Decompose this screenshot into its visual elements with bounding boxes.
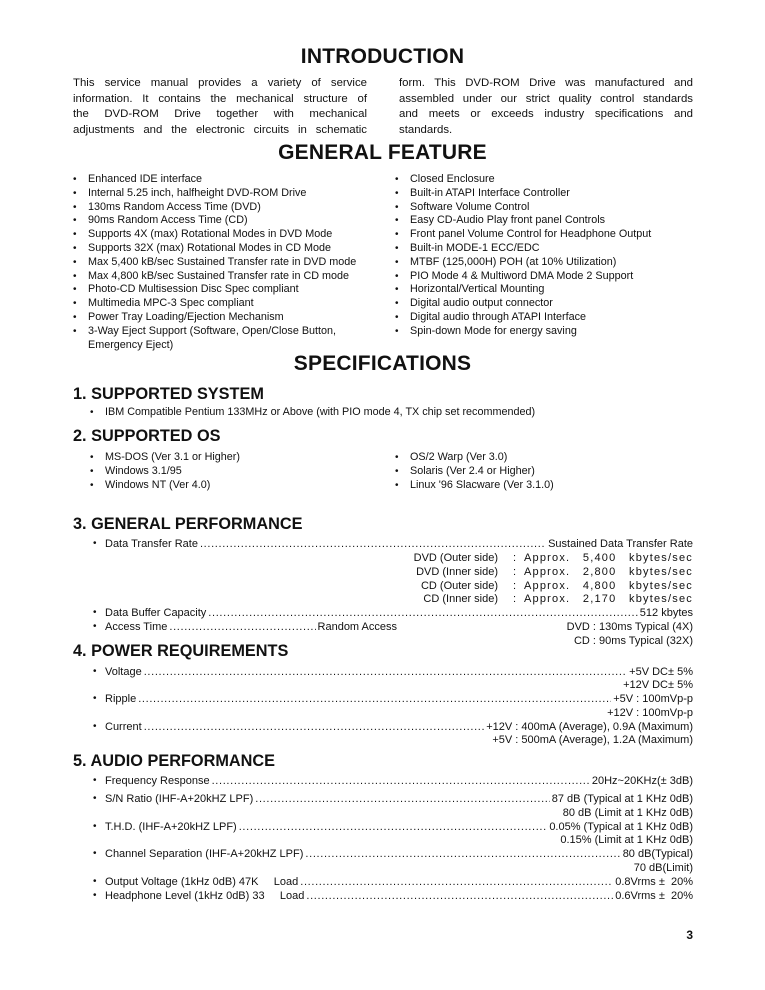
bullet: • — [93, 538, 97, 549]
headphone-level-row — [73, 889, 693, 903]
feature-list-right — [393, 173, 651, 339]
sn-ratio-limit: 80 dB (Limit at 1 KHz 0dB) — [562, 807, 693, 819]
audio-performance-heading: 5. AUDIO PERFORMANCE — [73, 752, 276, 770]
headphone-level-value: 0.6Vrms ± 20% — [615, 890, 693, 902]
access-time-label: Access Time — [105, 621, 168, 633]
access-time-cd: CD : 90ms Typical (32X) — [573, 635, 693, 647]
ripple-value-5v: +5V : 100mVp-p — [613, 693, 693, 705]
data-buffer-row — [73, 606, 693, 620]
voltage-label: Voltage — [105, 666, 142, 678]
voltage-row-2 — [73, 678, 693, 692]
output-voltage-row — [73, 875, 693, 889]
frequency-response-label: Frequency Response — [105, 775, 210, 787]
page-number: 3 — [686, 928, 693, 942]
intro-left-column — [73, 76, 367, 138]
leader-dots — [200, 537, 546, 551]
channel-separation-typical: 80 dB(Typical) — [622, 848, 693, 860]
feature-item — [71, 325, 356, 353]
intro-line: information. It contains the mechanical structure of — [73, 92, 367, 105]
feature-item: • Multimedia MPC-3 Spec compliant — [71, 297, 356, 311]
dtr-row-value: Approx. 2,800 kbytes/sec — [524, 566, 693, 578]
dtr-row-colon: : — [513, 593, 517, 605]
leader-dots — [138, 692, 611, 706]
leader-dots — [169, 620, 315, 634]
feature-item: • Software Volume Control — [393, 201, 651, 215]
bullet: • — [93, 890, 97, 901]
bullet: • — [93, 793, 97, 804]
feature-item: • Max 5,400 kB/sec Sustained Transfer rate in DVD mode — [71, 256, 356, 270]
dtr-row-label: CD (Inner side) — [423, 593, 498, 605]
supported-system-list — [88, 406, 535, 420]
current-value-12v: +12V : 400mA (Average), 0.9A (Maximum) — [486, 721, 693, 733]
supported-os-heading: 2. SUPPORTED OS — [73, 427, 221, 445]
output-voltage-value: 0.8Vrms ± 20% — [615, 876, 693, 888]
ripple-label: Ripple — [105, 693, 137, 705]
channel-separation-limit: 70 dB(Limit) — [633, 862, 693, 874]
os-list-right — [393, 451, 554, 492]
feature-item: • 130ms Random Access Time (DVD) — [71, 201, 356, 215]
sn-ratio-row — [73, 792, 693, 806]
leader-dots — [212, 774, 590, 788]
current-label: Current — [105, 721, 142, 733]
dtr-row — [73, 551, 693, 565]
feature-item-continuation: Emergency Eject) — [88, 338, 174, 351]
leader-dots — [305, 847, 620, 861]
feature-item: • Digital audio through ATAPI Interface — [393, 311, 651, 325]
sn-ratio-label: S/N Ratio (IHF-A+20kHZ LPF) — [105, 793, 254, 805]
feature-item: • Enhanced IDE interface — [71, 173, 356, 187]
feature-item: • Supports 32X (max) Rotational Modes in CD Mode — [71, 242, 356, 256]
thd-label: T.H.D. (IHF-A+20kHZ LPF) — [105, 821, 237, 833]
ripple-row — [73, 692, 693, 706]
supported-system-item: • IBM Compatible Pentium 133MHz or Above (with PIO mode 4, TX chip set recommended) — [88, 406, 535, 420]
os-item: • Windows NT (Ver 4.0) — [88, 479, 240, 493]
feature-item: • Front panel Volume Control for Headphone Output — [393, 228, 651, 242]
specifications-heading: SPECIFICATIONS — [293, 352, 472, 375]
data-transfer-rate-row — [73, 537, 693, 551]
bullet: • — [93, 607, 97, 618]
feature-item: • Built-in ATAPI Interface Controller — [393, 187, 651, 201]
general-feature-heading: GENERAL FEATURE — [278, 141, 487, 164]
intro-right-column — [399, 76, 693, 138]
os-item: • MS-DOS (Ver 3.1 or Higher) — [88, 451, 240, 465]
sn-ratio-typical: 87 dB (Typical at 1 KHz 0dB) — [551, 793, 693, 805]
bullet: • — [93, 666, 97, 677]
bullet: • — [93, 621, 97, 632]
intro-line: standards. — [399, 123, 453, 136]
introduction-heading: INTRODUCTION — [300, 45, 465, 68]
data-transfer-rate-label: Data Transfer Rate — [105, 538, 198, 550]
feature-item: • Closed Enclosure — [393, 173, 651, 187]
feature-list-left — [71, 173, 356, 352]
supported-system-heading: 1. SUPPORTED SYSTEM — [73, 385, 264, 403]
dtr-row-colon: : — [513, 580, 517, 592]
current-row-2 — [73, 733, 693, 747]
intro-line: the DVD-ROM Drive together with mechanical — [73, 108, 367, 120]
os-item: • Solaris (Ver 2.4 or Higher) — [393, 465, 554, 479]
bullet: • — [93, 848, 97, 859]
intro-line: and meets or exceeds industry specifications and — [399, 108, 693, 120]
feature-item: • PIO Mode 4 & Multiword DMA Mode 2 Support — [393, 270, 651, 284]
voltage-value-12v: +12V DC± 5% — [623, 679, 693, 691]
feature-item: • Digital audio output connector — [393, 297, 651, 311]
ripple-row-2 — [73, 706, 693, 720]
feature-item: • Spin-down Mode for energy saving — [393, 325, 651, 339]
thd-row — [73, 820, 693, 834]
thd-limit: 0.15% (Limit at 1 KHz 0dB) — [560, 834, 693, 846]
thd-row-2 — [73, 833, 693, 847]
feature-item: • Photo-CD Multisession Disc Spec compliant — [71, 283, 356, 297]
feature-item: • Internal 5.25 inch, halfheight DVD-ROM Drive — [71, 187, 356, 201]
dtr-row-colon: : — [513, 566, 517, 578]
leader-dots — [306, 889, 613, 903]
intro-line: assembled under our strict quality control standards — [399, 92, 693, 105]
data-transfer-rate-value: Sustained Data Transfer Rate — [548, 538, 693, 550]
os-item: • OS/2 Warp (Ver 3.0) — [393, 451, 554, 465]
frequency-response-row — [73, 774, 693, 788]
output-voltage-label: Output Voltage (1kHz 0dB) 47K Load — [105, 876, 299, 888]
dtr-row-label: CD (Outer side) — [420, 580, 498, 592]
channel-separation-label: Channel Separation (IHF-A+20kHZ LPF) — [105, 848, 304, 860]
access-time-row — [73, 620, 693, 634]
dtr-row-colon: : — [513, 552, 517, 564]
intro-line: This service manual provides a variety of service — [73, 77, 367, 89]
os-item: • Linux '96 Slacware (Ver 3.1.0) — [393, 479, 554, 493]
thd-typical: 0.05% (Typical at 1 KHz 0dB) — [549, 821, 693, 833]
frequency-response-value: 20Hz~20KHz(± 3dB) — [591, 775, 693, 787]
feature-item-text: 3-Way Eject Support (Software, Open/Close Button, — [88, 324, 337, 337]
os-item: • Windows 3.1/95 — [88, 465, 240, 479]
bullet: • — [93, 721, 97, 732]
feature-item: • MTBF (125,000H) POH (at 10% Utilization) — [393, 256, 651, 270]
voltage-row — [73, 665, 693, 679]
leader-dots — [255, 792, 550, 806]
general-performance-heading: 3. GENERAL PERFORMANCE — [73, 515, 303, 533]
feature-item: • Power Tray Loading/Ejection Mechanism — [71, 311, 356, 325]
dtr-row — [73, 579, 693, 593]
dtr-row — [73, 592, 693, 606]
os-list-left — [88, 451, 240, 492]
feature-item: • Horizontal/Vertical Mounting — [393, 283, 651, 297]
leader-dots — [144, 665, 627, 679]
bullet: • — [93, 693, 97, 704]
voltage-value-5v: +5V DC± 5% — [629, 666, 693, 678]
dtr-row-label: DVD (Outer side) — [413, 552, 498, 564]
data-buffer-value: 512 kbytes — [639, 607, 693, 619]
bullet: • — [93, 821, 97, 832]
dtr-row-value: Approx. 2,170 kbytes/sec — [524, 593, 693, 605]
current-row — [73, 720, 693, 734]
dtr-row-label: DVD (Inner side) — [416, 566, 498, 578]
dtr-row — [73, 565, 693, 579]
headphone-level-label: Headphone Level (1kHz 0dB) 33 Load — [105, 890, 305, 902]
leader-dots — [208, 606, 638, 620]
power-requirements-heading: 4. POWER REQUIREMENTS — [73, 642, 289, 660]
access-time-mode: Random Access — [317, 621, 397, 633]
feature-item: • Easy CD-Audio Play front panel Controls — [393, 214, 651, 228]
dtr-row-value: Approx. 5,400 kbytes/sec — [524, 552, 693, 564]
leader-dots — [239, 820, 548, 834]
intro-line: adjustments and the electronic circuits in schematic — [73, 123, 367, 136]
leader-dots — [300, 875, 613, 889]
feature-item: • Max 4,800 kB/sec Sustained Transfer rate in CD mode — [71, 270, 356, 284]
sn-ratio-row-2 — [73, 806, 693, 820]
bullet: • — [93, 775, 97, 786]
leader-dots — [144, 720, 485, 734]
feature-item: • 90ms Random Access Time (CD) — [71, 214, 356, 228]
intro-line: form. This DVD-ROM Drive was manufactured and — [399, 77, 693, 89]
current-value-5v: +5V : 500mA (Average), 1.2A (Maximum) — [492, 734, 693, 746]
access-time-dvd: DVD : 130ms Typical (4X) — [566, 621, 693, 633]
data-buffer-label: Data Buffer Capacity — [105, 607, 207, 619]
dtr-row-value: Approx. 4,800 kbytes/sec — [524, 580, 693, 592]
ripple-value-12v: +12V : 100mVp-p — [607, 707, 693, 719]
bullet: • — [93, 876, 97, 887]
channel-separation-row — [73, 847, 693, 861]
feature-item: • Supports 4X (max) Rotational Modes in DVD Mode — [71, 228, 356, 242]
feature-item: • Built-in MODE-1 ECC/EDC — [393, 242, 651, 256]
channel-separation-row-2 — [73, 861, 693, 875]
